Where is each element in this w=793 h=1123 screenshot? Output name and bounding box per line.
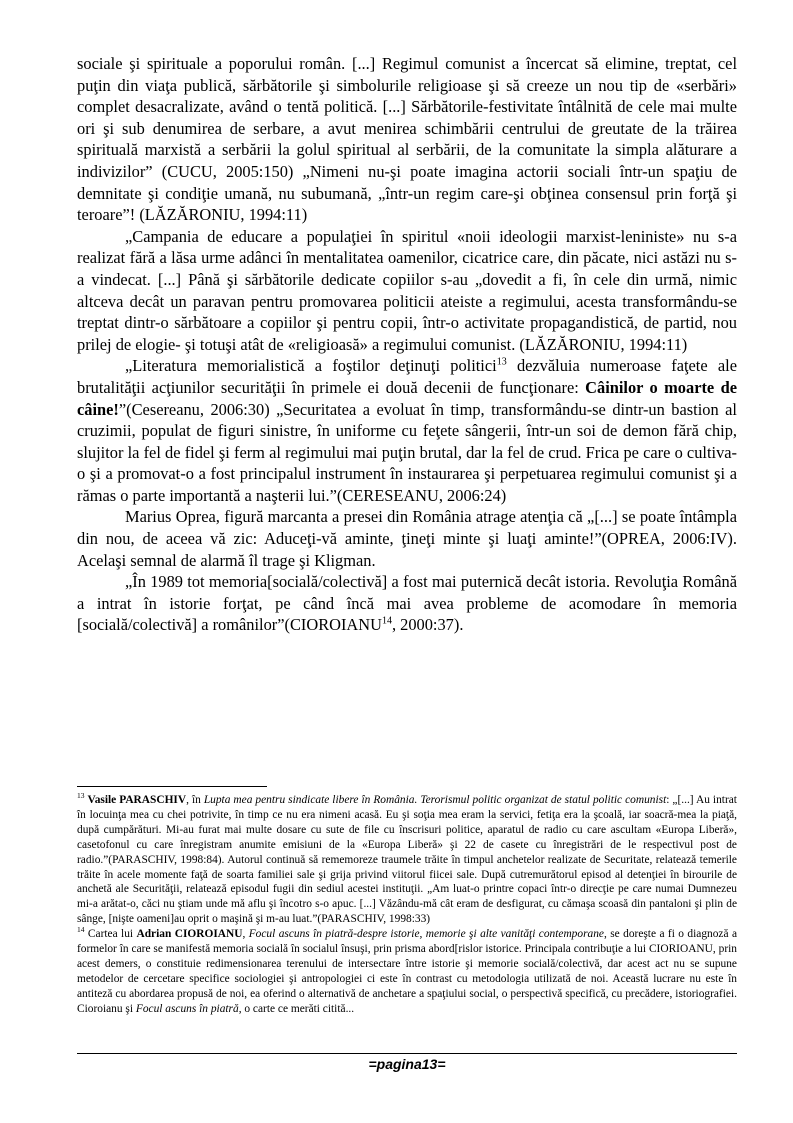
footer-rule [77,1053,737,1054]
footnote-13-author: Vasile PARASCHIV [87,794,187,806]
paragraph-5-part-b: , 2000:37). [391,615,464,635]
footnote-14-author: Adrian CIOROIANU [136,928,243,941]
paragraph-3 [77,355,737,506]
paragraph-3-part-b: dezvăluia numeroase faţete ale brutalităţii acţiunilor securităţii în primele ei două decenii de funcţionare: [77,356,737,397]
footnote-separator [77,786,267,787]
paragraph-3-bold-quote: Câinilor o moarte de câine! [77,377,737,419]
page-number: =pagina13= [368,1056,446,1072]
footnote-13-text: : „[...] Au intrat în locuinţa mea cu chei potrivite, în timp ce nu era nimeni acasă. Eu şi soţia mea eram la servici, fetiţa era la şcoală, iar soacră-mea la piaţă, după cumpărături. Mi-au furat mai multe dosare cu sute de file cu înscrisuri politice, aparatul de radio cu care ascultam «Europa Liberă», casetofonul cu care înregistram anumite emisiuni de la «Europa Liberă» şi 22 de casete cu înregistrări de le respectivul post de radio.”(PARASCHIV, 1998:84). Autorul continuă să rememoreze traumele trăite în timpul anchetelor realizate de Securitate, relatează temerile trăite în acele momente faţă de soarta familiei sale şi grija privind viitorul fiicei sale. După cutremurătorul episod al detenţiei în birourile de anchetă ale Securităţii, relatează episodul fugii din sediul acestei instituţii. „Am luat-o printre copaci într-o direcţie pe care numai Dumnezeu mi-a arătat-o, căci nu ştiam unde mă aflu şi încotro s-o apuc. [...] Văzându-mă cât eram de desfigurat, cu cămaşa scoasă din pantaloni şi plin de sânge, [nişte oameni]au oprit o maşină şi m-au luat.”(PARASCHIV, 1998:33) [77,794,737,926]
footnote-14-title: Focul ascuns în piatră-despre istorie, memorie şi alte vanităţi contemporane [248,928,604,941]
footnote-ref-14[interactable]: 14 [381,615,392,627]
paragraph-3-part-c: ”(Cesereanu, 2006:30) „Securitatea a evoluat în timp, transformându-se dintr-un bastion al cruzimii, populat de figuri sinistre, în uniforme cu feţete sângerii, într-un soi de demon fără chip, slujitor la fel de fidel şi ferm al regimului mai puţin brutal, dar la fel de crud. Frica pe care o cultiva-o şi a promovat-o a fost principalul instrument în instaurarea şi perpetuarea regimului comunist şi a rămas o parte importantă a naşterii lui.”(CERESEANU, 2006:24) [77,399,737,505]
paragraph-4: Marius Oprea, figură marcanta a presei din România atrage atenţia că „[...] se poate întâmpla din nou, de aceea vă zic: Aduceţi-vă aminte, ţineţi minte şi luaţi aminte!”(OPREA, 2006:IV). Acelaşi semnal de alarmă îl trage şi Kligman. [77,507,737,570]
footnote-14-number: 14 [77,925,85,935]
main-text [77,53,737,636]
footnote-14-title-repeat: Focul ascuns în piatră [135,1002,239,1015]
footnote-14-text: , se doreşte a fi o diagnoză a formelor în care se manifestă memoria socială în socialul însuşi, prin prisma abord[rislor istorice. Principala contribuţie a lui CIORIOANU, prin acest demers, o constituie redimensionarea terenului de intersectare între istorie şi memorie socială/colectivă, dar acest act nu se supune metodelor de cercetare specifice sociologiei şi antropologiei ci este în contrast cu metodologia utilizată de noi. Această lucrare nu este în antiteză cu abordarea propusă de noi, ea oferind o alternativă de anchetare a spaţiului social, o perspectivă specifică, cu precădere, istoriografiei. Cioroianu şi [77,928,737,1015]
footnote-13-in: , în [186,794,204,806]
footnotes [77,793,737,1017]
paragraph-2: „Campania de educare a populaţiei în spiritul «noii ideologii marxist-leniniste» nu s-a realizat fără a lăsa urme adânci în mentalitatea oamenilor, cicatrice care, din păcate, nici astăzi nu s-a vindecat. [...] Până şi sărbătorile dedicate copiilor s-au „dovedit a fi, în cele din urmă, nimic altceva decât un paravan pentru promovarea politicii ateiste a regimului, acesta transformându-se treptat dintr-o sărbătoare a copiilor şi pentru copii, într-o activitate propagandistică, de partid, nou prilej de elogie- şi totuşi atât de «religioasă» a regimului comunist. (LĂZĂRONIU, 1994:11) [77,226,737,354]
paragraph-5 [77,571,737,636]
paragraph-5-part-a: „În 1989 tot memoria[socială/colectivă] a fost mai puternică decât istoria. Revoluţia Română a intrat în istorie forţat, pe când încă mai avea probleme de acomodare în memoria [socială/colectivă] a românilor”(CIOROIANU [77,572,737,635]
footnote-13-number: 13 [77,791,85,801]
footnote-13-title: Lupta mea pentru sindicate libere în România. Terorismul politic organizat de statul politic comunist [203,794,667,806]
footnote-13 [77,793,737,927]
footnote-14-end: , o carte ce merăti citită... [238,1002,355,1015]
footnote-ref-13[interactable]: 13 [496,356,507,368]
paragraph-1: sociale şi spirituale a poporului român. [...] Regimul comunist a încercat să elimine, treptat, cel puţin din viaţa publică, sărbătorile şi simbolurile religioase şi să creeze un nou tip de «serbări» complet desacralizate, având o tentă politică. [...] Sărbătorile-festivitate întâlnită de cele mai multe ori şi sub denumirea de serbare, a avut menirea schimbării centrului de greutate de la trăirea spirituală marxistă a serbării la golul spiritual al serbării, de la comunitate la simpla alăturare a indivizilor” (CUCU, 2005:150) „Nimeni nu-şi poate imagina actorii sociali într-un spaţiu de demnitate şi condiţie umană, nu subumană, „într-un regim care-şi obţinea consensul prin forţă şi teroare”! (LĂZĂRONIU, 1994:11) [77,54,737,225]
footnote-14-pre: Cartea lui [84,928,137,941]
footnote-14 [77,927,737,1016]
footnote-14-sep: , [242,928,249,941]
paragraph-3-part-a: „Literatura memorialistică a foştilor deţinuţi politici [125,356,497,376]
